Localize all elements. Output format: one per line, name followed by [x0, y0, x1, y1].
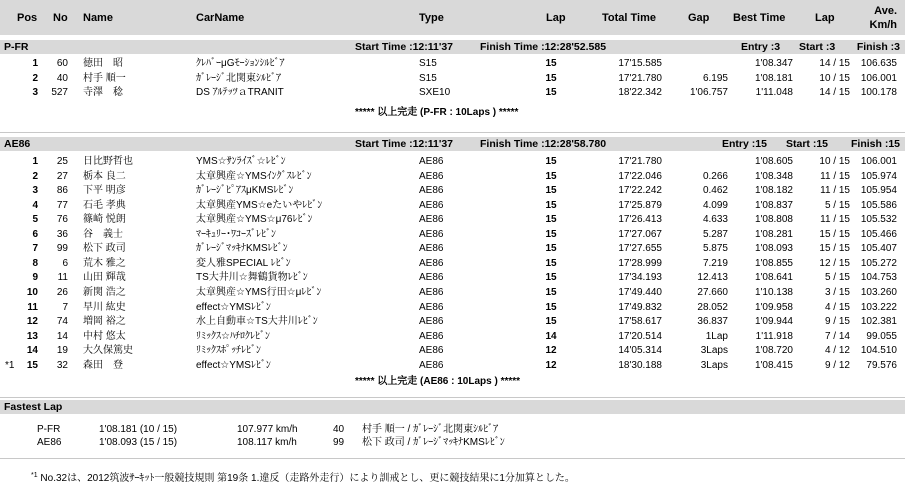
- cell-best: 1'08.182: [754, 185, 793, 197]
- cell-lap: 15: [545, 199, 557, 211]
- cell-type: AE86: [419, 257, 444, 269]
- cell-name: 篠崎 悦朗: [83, 214, 126, 226]
- cell-best: 1'08.808: [754, 214, 793, 226]
- cell-total: 18'30.188: [618, 359, 662, 371]
- cell-best: 1'08.415: [754, 359, 793, 371]
- cell-best-lap: 5 / 15: [824, 199, 850, 211]
- cell-gap: 1'06.757: [689, 87, 728, 99]
- cell-lap: 12: [545, 345, 557, 357]
- cell-name: 日比野哲也: [83, 156, 133, 167]
- cell-best: 1'08.641: [754, 272, 793, 284]
- cell-ave: 105.272: [860, 257, 897, 269]
- cell-type: S15: [419, 58, 437, 69]
- cell-lap: 14: [545, 330, 557, 342]
- cell-type: AE86: [419, 156, 444, 167]
- fastest-driver: 松下 政司 / ｶﾞﾚｰｼﾞﾏｯｷﾅKMSﾚﾋﾞﾝ: [362, 437, 505, 448]
- cell-pos: 3: [32, 185, 38, 197]
- cell-name: 中村 悠太: [83, 330, 126, 342]
- cell-pos: 14: [26, 345, 38, 357]
- cell-pos: 4: [32, 199, 38, 211]
- cell-name: 栃本 良二: [83, 170, 126, 182]
- cell-pos: 8: [32, 257, 38, 269]
- cell-no: 60: [56, 58, 68, 69]
- table-row: [0, 87, 905, 99]
- cell-gap: 36.837: [697, 316, 728, 328]
- cell-best: 1'08.720: [754, 345, 793, 357]
- cell-best-lap: 3 / 15: [824, 286, 850, 298]
- cell-type: AE86: [419, 359, 444, 371]
- cell-name: 荒木 雅之: [83, 257, 126, 269]
- finish-count: Finish :3: [856, 41, 900, 53]
- col-gap: Gap: [688, 12, 710, 24]
- cell-type: AE86: [419, 316, 444, 328]
- cell-lap: 15: [545, 301, 557, 313]
- footnote-mark: *1: [31, 472, 38, 479]
- fastest-no: 40: [333, 424, 345, 435]
- cell-pos: 11: [27, 301, 38, 313]
- cell-total: 17'21.780: [618, 72, 662, 84]
- table-row: [0, 258, 905, 270]
- cell-no: 40: [56, 72, 68, 84]
- start-count: Start :15: [786, 138, 829, 150]
- cell-best-lap: 15 / 15: [819, 243, 850, 255]
- fastest-time: 1'08.181 (10 / 15): [99, 424, 178, 435]
- fastest-lap-row: [0, 424, 905, 436]
- cell-lap: 15: [545, 286, 557, 298]
- cell-name: 新関 浩之: [83, 286, 126, 298]
- table-row: [0, 345, 905, 357]
- cell-type: AE86: [419, 286, 444, 298]
- cell-gap: 4.099: [702, 199, 728, 211]
- cell-total: 14'05.314: [618, 345, 662, 357]
- cell-ave: 106.001: [860, 72, 897, 84]
- col-pos: Pos: [17, 12, 38, 24]
- cell-total: 17'34.193: [618, 272, 662, 284]
- cell-pos: 10: [26, 286, 38, 298]
- footnote: [31, 469, 575, 484]
- cell-lap: 15: [545, 214, 557, 226]
- fastest-driver: 村手 順一 / ｶﾞﾚｰｼﾞ北関東ｼﾙﾋﾞｱ: [362, 424, 499, 435]
- cell-best-lap: 10 / 15: [819, 156, 850, 167]
- cell-best: 1'08.837: [754, 199, 793, 211]
- cell-car: effect☆YMSﾚﾋﾞﾝ: [196, 359, 271, 371]
- class-name: P-FR: [4, 41, 29, 53]
- cell-type: AE86: [419, 345, 444, 357]
- cell-lap: 15: [545, 72, 557, 84]
- table-row: [0, 302, 905, 314]
- finish-note: ***** 以上完走 (AE86 : 10Laps ) *****: [355, 376, 521, 387]
- cell-type: AE86: [419, 330, 444, 342]
- fastest-lap-title: Fastest Lap: [4, 401, 63, 413]
- cell-name: 早川 紘史: [83, 301, 126, 313]
- col-total-time: Total Time: [602, 12, 656, 24]
- cell-car: DS ｱﾙﾃｯﾂａTRANIT: [196, 87, 284, 99]
- cell-pos: 15: [26, 359, 38, 371]
- cell-best-lap: 11 / 15: [820, 170, 850, 182]
- start-time: Start Time :12:11'37: [355, 138, 454, 150]
- col-lap: Lap: [546, 12, 566, 24]
- cell-no: 77: [56, 199, 68, 211]
- cell-no: 7: [62, 301, 68, 313]
- cell-best-lap: 14 / 15: [819, 87, 850, 99]
- table-row: [0, 185, 905, 197]
- fastest-time: 1'08.093 (15 / 15): [99, 437, 178, 448]
- cell-total: 17'20.514: [618, 330, 662, 342]
- table-row: [0, 73, 905, 85]
- fastest-speed: 107.977 km/h: [237, 424, 298, 435]
- cell-no: 11: [57, 272, 68, 284]
- col-name: Name: [83, 12, 113, 24]
- cell-car: ｶﾞﾚｰｼﾞﾋﾟｱｽμKMSﾚﾋﾞﾝ: [196, 185, 294, 197]
- cell-type: SXE10: [419, 87, 451, 99]
- entry-count: Entry :15: [722, 138, 767, 150]
- cell-type: AE86: [419, 170, 444, 182]
- cell-car: TS大井川☆舞鶴貨物ﾚﾋﾞﾝ: [196, 272, 308, 284]
- cell-total: 17'58.617: [618, 316, 662, 328]
- cell-car: 太章興産☆YMSｲﾝｸﾞｽﾚﾋﾞﾝ: [196, 170, 312, 182]
- cell-no: 14: [56, 330, 68, 342]
- cell-mark: *1: [5, 359, 15, 371]
- cell-type: S15: [419, 72, 437, 84]
- table-row: [0, 287, 905, 299]
- cell-no: 27: [56, 170, 68, 182]
- cell-best-lap: 10 / 15: [819, 72, 850, 84]
- cell-car: ﾏｰｷｭﾘｰ･ﾜｺｰｽﾞﾚﾋﾞﾝ: [196, 228, 276, 240]
- cell-ave: 102.381: [860, 316, 897, 328]
- cell-gap: 6.195: [702, 72, 728, 84]
- footnote-text: No.32は、2012筑波ｻｰｷｯﾄ一般競技規則 第19条 1.違反（走路外走行）により訓戒とし、更に競技結果に1分加算とした。: [40, 473, 575, 484]
- cell-total: 17'22.242: [618, 185, 662, 197]
- cell-best: 1'08.855: [754, 257, 793, 269]
- cell-no: 19: [56, 345, 68, 357]
- cell-gap: 5.875: [702, 243, 728, 255]
- cell-total: 17'25.879: [618, 199, 662, 211]
- cell-type: AE86: [419, 272, 444, 284]
- cell-best-lap: 9 / 12: [824, 359, 850, 371]
- cell-gap: 0.266: [702, 170, 728, 182]
- col-ave: [837, 4, 897, 32]
- table-row: [0, 229, 905, 241]
- cell-best: 1'08.281: [754, 228, 793, 240]
- cell-car: 太章興産☆YMS☆μ76ﾚﾋﾞﾝ: [196, 214, 313, 226]
- fastest-class: AE86: [37, 437, 62, 448]
- table-row: [0, 200, 905, 212]
- cell-best-lap: 11 / 15: [820, 185, 850, 197]
- cell-no: 76: [56, 214, 68, 226]
- class-band: [0, 40, 905, 54]
- cell-type: AE86: [419, 228, 444, 240]
- cell-pos: 7: [32, 243, 38, 255]
- cell-gap: 1Lap: [705, 330, 728, 342]
- cell-car: YMS☆ｻﾝﾗｲｽﾞ☆ﾚﾋﾞﾝ: [196, 156, 286, 167]
- cell-ave: 105.954: [860, 185, 897, 197]
- start-count: Start :3: [799, 41, 836, 53]
- cell-best: 1'08.093: [754, 243, 793, 255]
- cell-lap: 15: [545, 228, 557, 240]
- cell-best: 1'10.138: [754, 286, 793, 298]
- table-row: [0, 156, 905, 168]
- cell-total: 17'15.585: [618, 58, 662, 69]
- col-no: No: [53, 12, 68, 24]
- col-best-time: Best Time: [733, 12, 786, 24]
- cell-ave: 100.178: [860, 87, 897, 99]
- table-row: [0, 316, 905, 328]
- cell-pos: 6: [32, 228, 38, 240]
- cell-car: ｶﾞﾚｰｼﾞ北関東ｼﾙﾋﾞｱ: [196, 72, 281, 84]
- cell-ave: 105.466: [860, 228, 897, 240]
- cell-best-lap: 5 / 15: [824, 272, 850, 284]
- cell-ave: 99.055: [866, 330, 897, 342]
- cell-pos: 12: [26, 316, 38, 328]
- col-ave-line1: Ave.: [874, 5, 897, 17]
- cell-total: 17'49.440: [618, 286, 662, 298]
- cell-total: 18'22.342: [618, 87, 662, 99]
- cell-lap: 12: [545, 359, 557, 371]
- entry-count: Entry :3: [741, 41, 781, 53]
- cell-name: 松下 政司: [83, 243, 126, 255]
- cell-total: 17'27.067: [618, 228, 662, 240]
- cell-no: 527: [51, 87, 68, 99]
- start-time: Start Time :12:11'37: [355, 41, 454, 53]
- table-row: [0, 360, 905, 372]
- cell-gap: 4.633: [702, 214, 728, 226]
- cell-name: 石毛 孝典: [83, 199, 126, 211]
- cell-best-lap: 15 / 15: [819, 228, 850, 240]
- cell-car: ﾘﾐｯｸｽﾎﾟｯﾁﾚﾋﾞﾝ: [196, 345, 261, 357]
- cell-total: 17'21.780: [618, 156, 662, 167]
- cell-total: 17'28.999: [618, 257, 662, 269]
- cell-no: 36: [56, 228, 68, 240]
- cell-best-lap: 9 / 15: [824, 316, 850, 328]
- cell-name: 村手 順一: [83, 72, 126, 84]
- fastest-lap-divider: [0, 397, 905, 398]
- cell-car: 太章興産☆YMS行田☆μﾚﾋﾞﾝ: [196, 286, 322, 298]
- cell-best: 1'08.605: [754, 156, 793, 167]
- cell-no: 6: [62, 257, 68, 269]
- cell-type: AE86: [419, 185, 444, 197]
- cell-car: ﾘﾐｯｸｽ☆ﾊﾁﾛｸﾚﾋﾞﾝ: [196, 330, 270, 342]
- cell-lap: 15: [545, 272, 557, 284]
- cell-best: 1'11.918: [755, 330, 793, 342]
- cell-ave: 105.407: [860, 243, 897, 255]
- cell-lap: 15: [545, 185, 557, 197]
- cell-pos: 1: [32, 58, 38, 69]
- class-name: AE86: [4, 138, 31, 150]
- cell-best: 1'09.958: [754, 301, 793, 313]
- cell-name: 森田 登: [83, 359, 123, 371]
- cell-name: 大久保篤史: [83, 345, 133, 357]
- cell-type: AE86: [419, 214, 444, 226]
- fastest-lap-row: [0, 437, 905, 449]
- table-row: [0, 331, 905, 343]
- finish-time: Finish Time :12:28'58.780: [480, 138, 607, 150]
- cell-ave: 105.974: [860, 170, 897, 182]
- cell-name: 徳田 昭: [83, 58, 123, 69]
- cell-ave: 106.635: [860, 58, 897, 69]
- cell-total: 17'49.832: [618, 301, 662, 313]
- cell-name: 増岡 裕之: [83, 316, 126, 328]
- cell-gap: 0.462: [702, 185, 728, 197]
- cell-ave: 104.753: [860, 272, 897, 284]
- cell-ave: 105.586: [860, 199, 897, 211]
- cell-gap: 5.287: [702, 228, 728, 240]
- cell-no: 74: [56, 316, 68, 328]
- footnote-divider: [0, 458, 905, 459]
- cell-lap: 15: [545, 156, 557, 167]
- cell-best-lap: 7 / 14: [824, 330, 850, 342]
- col-best-lap: Lap: [815, 12, 835, 24]
- cell-best: 1'08.347: [754, 58, 793, 69]
- cell-type: AE86: [419, 199, 444, 211]
- finish-time: Finish Time :12:28'52.585: [480, 41, 607, 53]
- cell-total: 17'26.413: [618, 214, 662, 226]
- cell-ave: 106.001: [860, 156, 897, 167]
- table-row: [0, 272, 905, 284]
- col-type: Type: [419, 12, 444, 24]
- cell-best: 1'11.048: [755, 87, 793, 99]
- class-band: [0, 137, 905, 151]
- cell-pos: 5: [32, 214, 38, 226]
- cell-lap: 15: [545, 243, 557, 255]
- cell-ave: 104.510: [860, 345, 897, 357]
- cell-lap: 15: [545, 257, 557, 269]
- cell-car: 水上自動車☆TS大井川ﾚﾋﾞﾝ: [196, 316, 318, 328]
- cell-gap: 3Laps: [700, 345, 728, 357]
- cell-pos: 2: [32, 170, 38, 182]
- cell-lap: 15: [545, 170, 557, 182]
- cell-name: 谷 義士: [83, 228, 123, 240]
- cell-best-lap: 12 / 15: [819, 257, 850, 269]
- cell-gap: 3Laps: [700, 359, 728, 371]
- cell-lap: 15: [545, 87, 557, 99]
- table-row: [0, 243, 905, 255]
- table-row: [0, 58, 905, 70]
- cell-no: 99: [56, 243, 68, 255]
- col-ave-line2: Km/h: [869, 19, 897, 31]
- cell-total: 17'22.046: [618, 170, 662, 182]
- cell-ave: 105.532: [860, 214, 897, 226]
- cell-car: ｸﾚﾊﾞｰμGﾓｰｼｮﾝｼﾙﾋﾞｱ: [196, 58, 285, 69]
- fastest-no: 99: [333, 437, 345, 448]
- cell-car: effect☆YMSﾚﾋﾞﾝ: [196, 301, 271, 313]
- cell-best: 1'08.348: [754, 170, 793, 182]
- cell-pos: 1: [32, 156, 38, 167]
- cell-no: 32: [56, 359, 68, 371]
- table-row: [0, 171, 905, 183]
- cell-car: ｶﾞﾚｰｼﾞﾏｯｷﾅKMSﾚﾋﾞﾝ: [196, 243, 288, 255]
- cell-gap: 28.052: [697, 301, 728, 313]
- cell-pos: 13: [26, 330, 38, 342]
- fastest-class: P-FR: [37, 424, 61, 435]
- cell-gap: 12.413: [697, 272, 728, 284]
- cell-total: 17'27.655: [618, 243, 662, 255]
- cell-gap: 27.660: [697, 286, 728, 298]
- cell-pos: 3: [32, 87, 38, 99]
- cell-lap: 15: [545, 58, 557, 69]
- fastest-speed: 108.117 km/h: [237, 437, 297, 448]
- cell-lap: 15: [545, 316, 557, 328]
- cell-best-lap: 14 / 15: [819, 58, 850, 69]
- fastest-lap-band: [0, 400, 905, 414]
- cell-name: 寺澤 稔: [83, 87, 123, 99]
- results-header: [0, 0, 905, 35]
- cell-best-lap: 4 / 15: [824, 301, 850, 313]
- cell-type: AE86: [419, 243, 444, 255]
- cell-best-lap: 4 / 12: [824, 345, 850, 357]
- cell-best-lap: 11 / 15: [820, 214, 850, 226]
- cell-ave: 79.576: [866, 359, 897, 371]
- col-carname: CarName: [196, 12, 245, 24]
- cell-name: 下平 明彦: [83, 185, 126, 197]
- finish-count: Finish :15: [850, 138, 900, 150]
- cell-car: 太章興産YMS☆eたいやﾚﾋﾞﾝ: [196, 199, 323, 211]
- cell-no: 25: [56, 156, 68, 167]
- cell-best: 1'08.181: [754, 72, 793, 84]
- cell-no: 26: [56, 286, 68, 298]
- class-divider: [0, 132, 905, 133]
- cell-name: 山田 輝哉: [83, 272, 126, 284]
- cell-ave: 103.260: [860, 286, 897, 298]
- cell-pos: 9: [32, 272, 38, 284]
- table-row: [0, 214, 905, 226]
- cell-no: 86: [56, 185, 68, 197]
- cell-gap: 7.219: [702, 257, 728, 269]
- cell-car: 変人雅SPECIAL ﾚﾋﾞﾝ: [196, 257, 291, 269]
- finish-note: ***** 以上完走 (P-FR : 10Laps ) *****: [355, 107, 519, 118]
- cell-type: AE86: [419, 301, 444, 313]
- cell-best: 1'09.944: [754, 316, 793, 328]
- cell-ave: 103.222: [860, 301, 897, 313]
- cell-pos: 2: [32, 72, 38, 84]
